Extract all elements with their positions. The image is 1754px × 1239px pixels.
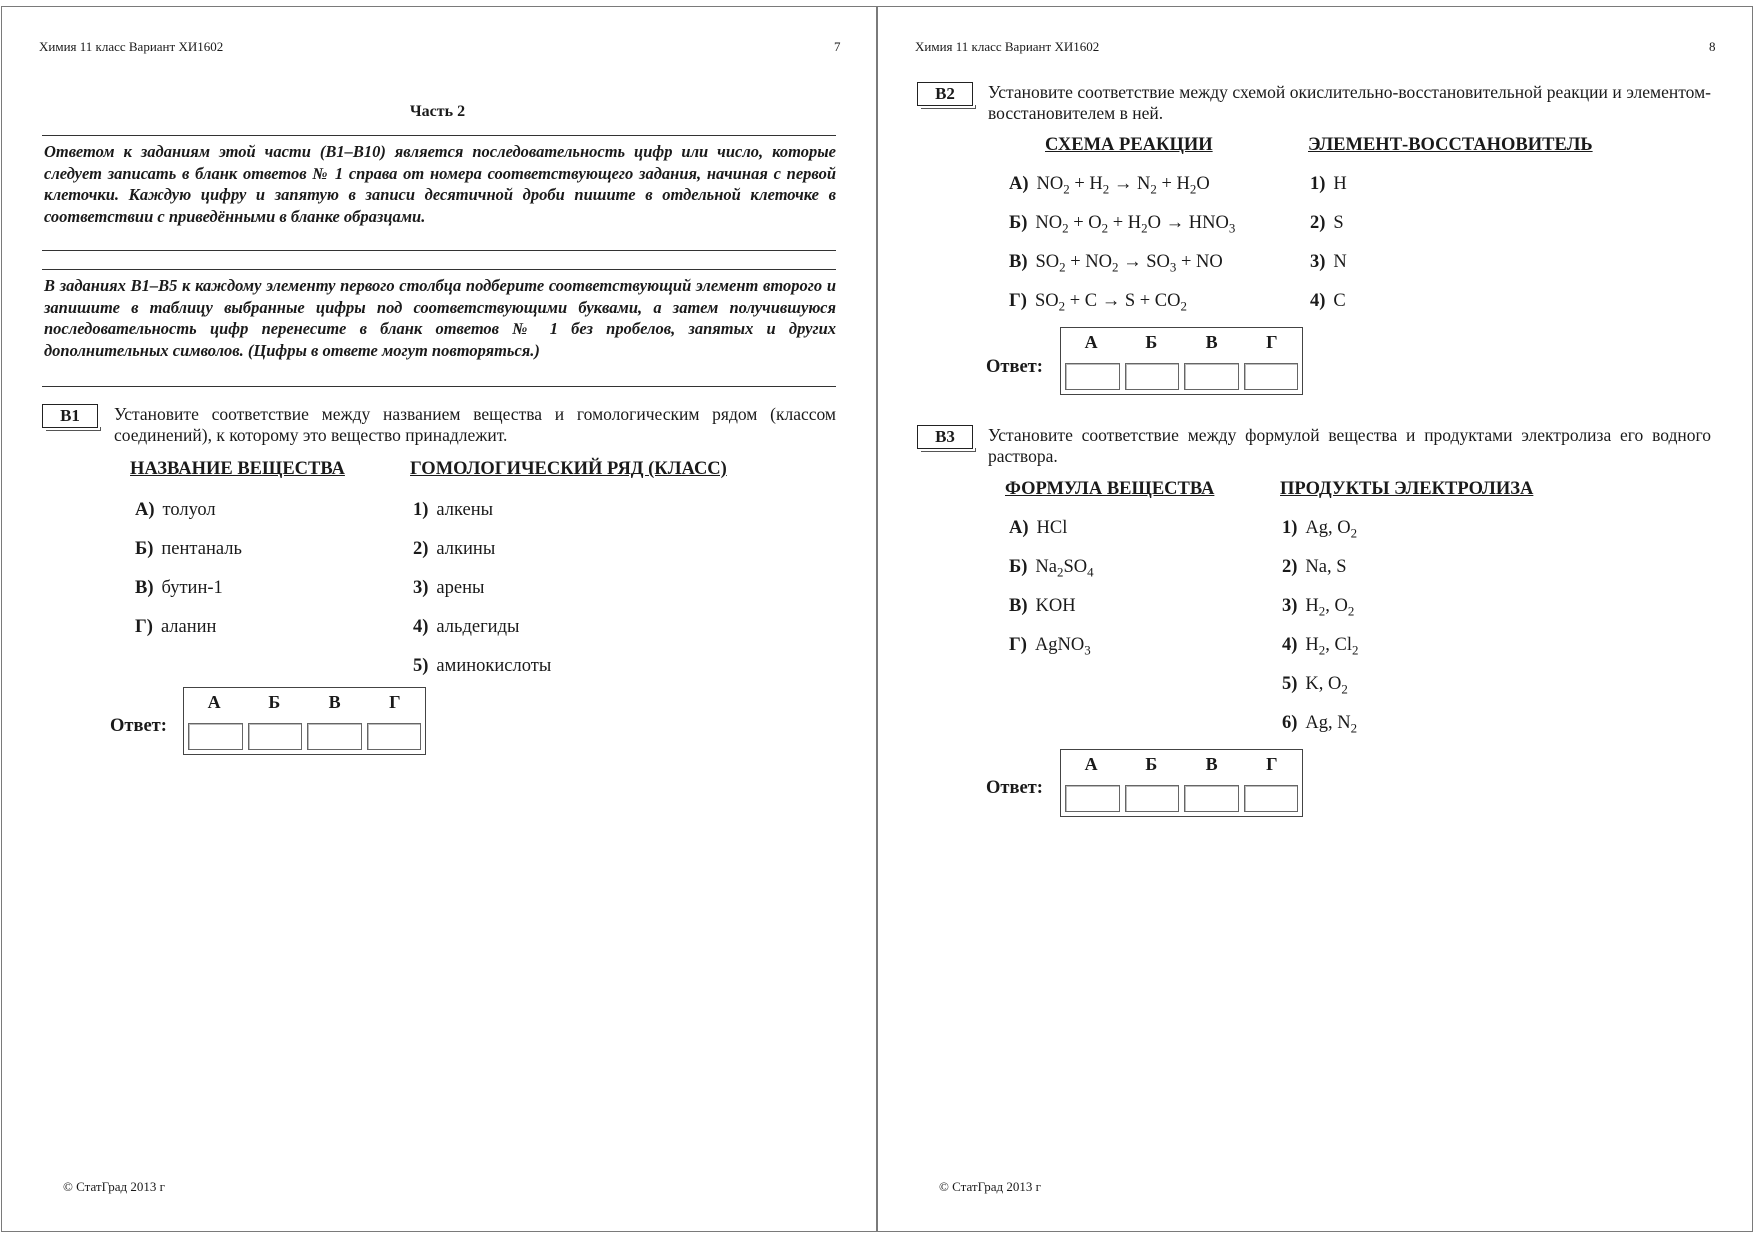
option-left: Г) $SO_2 + C \to S + CO_2$ [1009,291,1187,314]
answer-cell[interactable] [188,723,243,750]
answer-table [1060,749,1303,817]
answer-letter: Г [1266,332,1278,352]
answer-cell[interactable] [1065,785,1120,812]
page-footer: © СтатГрад 2013 г [63,1179,165,1194]
answer-cell[interactable] [1125,363,1180,390]
option-right: 2) Na, S [1282,557,1347,577]
option-right: 6) Ag, $N_2$ [1282,713,1358,736]
option-right: 5) K, $O_2$ [1282,674,1348,697]
option-right: 4) альдегиды [413,617,520,637]
option-left: Г) AgNO$_3$ [1009,635,1091,658]
answer-letter: А [207,692,221,712]
option-left: Б) $Na_2SO_4$ [1009,557,1094,580]
option-right: 1) алкены [413,500,494,520]
option-left: А) HCl [1009,518,1068,538]
option-left: А) толуол [135,500,216,520]
answer-letter: А [1084,754,1098,774]
page-footer: © СтатГрад 2013 г [939,1179,1041,1194]
answer-cell[interactable] [307,723,362,750]
option-right: 1) Ag, $O_2$ [1282,518,1358,541]
task-question: Установите соответствие между названием вещества и гомологическим рядом (классом соединений), к которому это вещество принадлежит. [114,404,836,445]
divider [42,269,836,270]
column-header-left: ФОРМУЛА ВЕЩЕСТВА [1005,479,1215,499]
answer-cell[interactable] [367,723,422,750]
option-right: 3) $H_2$, $O_2$ [1282,596,1355,619]
column-header-left: НАЗВАНИЕ ВЕЩЕСТВА [130,459,345,479]
page-header: Химия 11 класс Вариант ХИ1602 [39,39,224,54]
page-right [877,6,1753,1232]
option-right: 2) S [1310,213,1344,233]
instruction-part2: Ответом к заданиям этой части (В1–В10) является последовательность цифр или число, которые следует записать в бланк ответов № 1 справа от номера соответствующего задания, начиная с первой клеточки. Каждую цифру и запятую в записи десятичной дроби пишите в отдельной клеточке в соответствии с приведёнными в бланке образцами. [44,142,836,226]
instruction-b1-b5: В заданиях В1–В5 к каждому элементу первого столбца подберите соответствующий элемент второго и запишите в таблицу выбранные цифры под соответствующими буквами, а затем получившуюся последовательность цифр перенесите в бланк ответов № 1 без пробелов, запятых и других дополнительных символов. (Цифры в ответе могут повторяться.) [44,276,836,360]
task-question: Установите соответствие между схемой окислительно-восстановительной реакции и элементом-восстановителем в ней. [988,82,1711,123]
option-left: В) бутин-1 [135,578,223,598]
answer-cell[interactable] [1184,363,1239,390]
page-number: 7 [834,39,841,54]
answer-letter: В [1205,754,1218,774]
answer-cell[interactable] [1125,785,1180,812]
answer-label: Ответ: [986,778,1043,798]
option-left: В) $SO_2 + NO_2 \to SO_3$ + NO [1009,252,1223,275]
column-header-right: ЭЛЕМЕНТ-ВОССТАНОВИТЕЛЬ [1308,135,1593,155]
option-right: 4) C [1310,291,1346,311]
answer-cell[interactable] [248,723,303,750]
option-left: Г) аланин [135,617,217,637]
answer-letter: Б [1145,332,1158,352]
task-label-b2: В2 [917,82,973,106]
option-right: 3) N [1310,252,1347,272]
option-right: 3) арены [413,578,485,598]
answer-letter: Б [1145,754,1158,774]
divider [42,386,836,387]
option-left: В) KOH [1009,596,1076,616]
option-right: 4) $H_2$, $Cl_2$ [1282,635,1359,658]
task-label-b3: В3 [917,425,973,449]
option-left: А) $NO_2 + H_2 \to N_2 + H_2O$ [1009,174,1210,197]
page-header: Химия 11 класс Вариант ХИ1602 [915,39,1100,54]
answer-letter: А [1084,332,1098,352]
option-left: Б) пентаналь [135,539,242,559]
answer-label: Ответ: [110,716,167,736]
option-right: 5) аминокислоты [413,656,552,676]
part-title: Часть 2 [409,103,466,120]
answer-cell[interactable] [1184,785,1239,812]
divider [42,135,836,136]
answer-letter: В [328,692,341,712]
column-header-right: ПРОДУКТЫ ЭЛЕКТРОЛИЗА [1280,479,1534,499]
option-left: Б) $NO_2 + O_2 + H_2O \to HNO_3$ [1009,213,1236,236]
answer-label: Ответ: [986,357,1043,377]
answer-letter: В [1205,332,1218,352]
divider [42,250,836,251]
answer-table [183,687,426,755]
answer-letter: Б [268,692,281,712]
page-number: 8 [1709,39,1716,54]
option-right: 2) алкины [413,539,496,559]
column-header-left: СХЕМА РЕАКЦИИ [1045,135,1213,155]
page-left [1,6,877,1232]
answer-letter: Г [389,692,401,712]
option-right: 1) H [1310,174,1347,194]
answer-table [1060,327,1303,395]
answer-cell[interactable] [1244,785,1299,812]
column-header-right: ГОМОЛОГИЧЕСКИЙ РЯД (КЛАСС) [410,459,727,479]
answer-letter: Г [1266,754,1278,774]
answer-cell[interactable] [1244,363,1299,390]
task-label-b1: В1 [42,404,98,428]
task-question: Установите соответствие между формулой вещества и продуктами электролиза его водного раствора. [988,425,1711,466]
answer-cell[interactable] [1065,363,1120,390]
